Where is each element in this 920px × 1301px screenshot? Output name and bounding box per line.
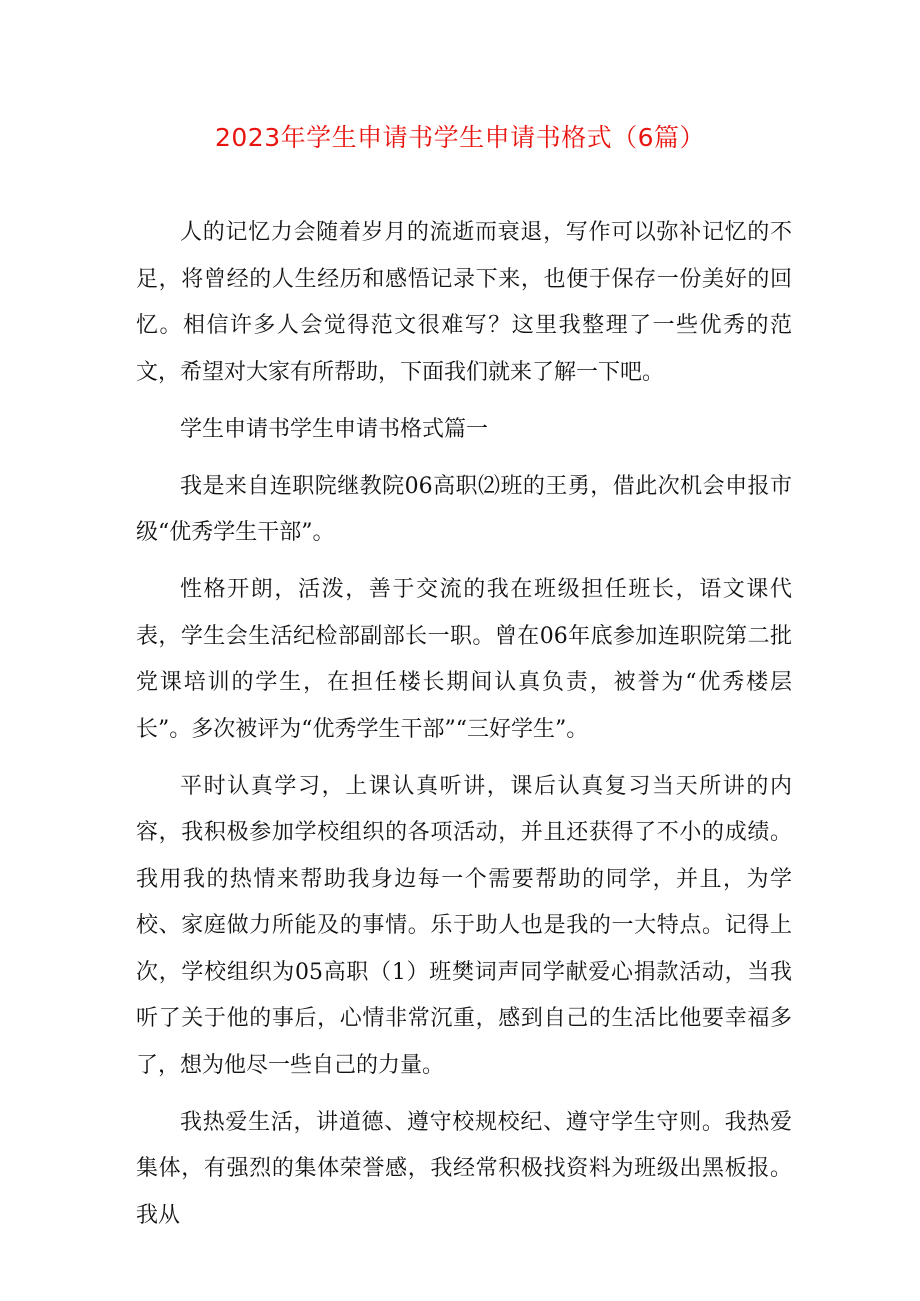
document-body [136,210,792,1250]
document-title: 2023年学生申请书学生申请书格式（6篇） [214,123,706,152]
body-paragraph: 我热爱生活，讲道德、遵守校规校纪、遵守学生守则。我热爱集体，有强烈的集体荣誉感，我经常积极找资料为班级出黑板报。我从 [136,1109,792,1228]
body-paragraph: 性格开朗，活泼，善于交流的我在班级担任班长，语文课代表，学生会生活纪检部副部长一职。曾在06年底参加连职院第二批党课培训的学生，在担任楼长期间认真负责，被誉为“优秀楼层长”。多次被评为“优秀学生干部”“三好学生”。 [136,577,792,742]
body-paragraph: 我是来自连职院继教院06高职⑵班的王勇，借此次机会申报市级“优秀学生干部”。 [136,473,792,545]
body-paragraph: 平时认真学习，上课认真听讲，课后认真复习当天所讲的内容，我积极参加学校组织的各项活动，并且还获得了不小的成绩。我用我的热情来帮助我身边每一个需要帮助的同学，并且，为学校、家庭做力所能及的事情。乐于助人也是我的一大特点。记得上次，学校组织为05高职（1）班樊词声同学献爱心捐款活动，当我听了关于他的事后，心情非常沉重，感到自己的生活比他要幸福多了，想为他尽一些自己的力量。 [136,773,792,1078]
section-heading: 学生申请书学生申请书格式篇一 [180,416,489,442]
intro-paragraph: 人的记忆力会随着岁月的流逝而衰退，写作可以弥补记忆的不足，将曾经的人生经历和感悟记录下来，也便于保存一份美好的回忆。相信许多人会觉得范文很难写？这里我整理了一些优秀的范文，希望对大家有所帮助，下面我们就来了解一下吧。 [136,220,792,385]
